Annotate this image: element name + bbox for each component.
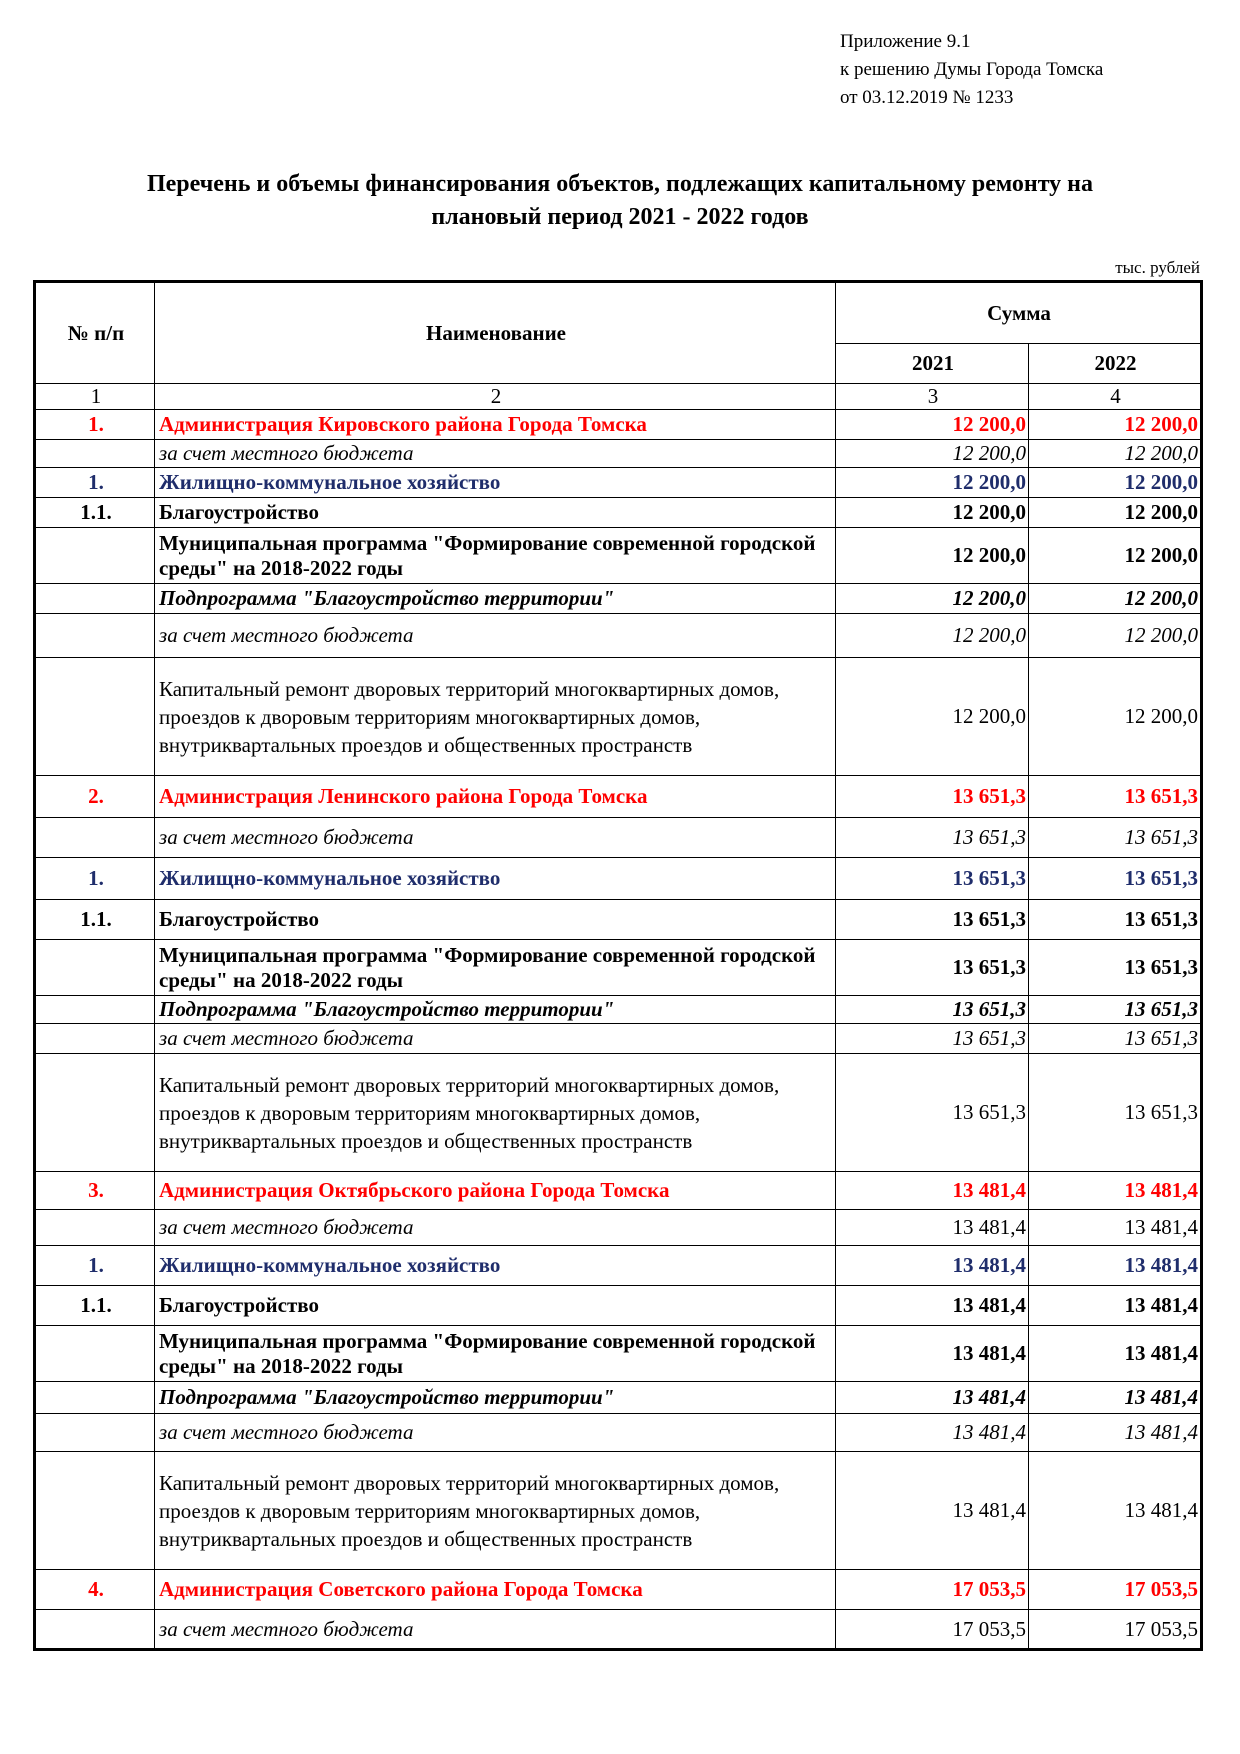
row-value-2021: 13 651,3 xyxy=(836,1024,1029,1054)
table-row xyxy=(35,468,1202,498)
financing-table xyxy=(33,280,1203,1651)
row-number xyxy=(35,658,155,776)
col-number-3: 3 xyxy=(836,384,1029,410)
row-value-2022: 13 651,3 xyxy=(1029,1024,1202,1054)
row-name: Администрация Ленинского района Города Томска xyxy=(155,776,836,818)
row-value-2022: 12 200,0 xyxy=(1029,528,1202,584)
row-number: 1.1. xyxy=(35,1286,155,1326)
row-name: Администрация Советского района Города Томска xyxy=(155,1570,836,1610)
row-number: 4. xyxy=(35,1570,155,1610)
row-value-2021: 12 200,0 xyxy=(836,584,1029,614)
row-number xyxy=(35,1326,155,1382)
row-name: за счет местного бюджета xyxy=(155,1610,836,1650)
row-value-2022: 12 200,0 xyxy=(1029,498,1202,528)
row-value-2022: 12 200,0 xyxy=(1029,410,1202,440)
row-value-2021: 12 200,0 xyxy=(836,528,1029,584)
column-number-row xyxy=(35,384,1202,410)
row-number xyxy=(35,1610,155,1650)
row-value-2022: 13 651,3 xyxy=(1029,858,1202,900)
row-number xyxy=(35,528,155,584)
row-value-2022: 12 200,0 xyxy=(1029,468,1202,498)
col-header-2022: 2022 xyxy=(1029,344,1202,384)
financing-table-body xyxy=(35,282,1202,1650)
row-name: Жилищно-коммунальное хозяйство xyxy=(155,468,836,498)
row-value-2022: 13 481,4 xyxy=(1029,1246,1202,1286)
table-row xyxy=(35,498,1202,528)
row-number xyxy=(35,584,155,614)
row-value-2022: 12 200,0 xyxy=(1029,658,1202,776)
appendix-line-1: Приложение 9.1 xyxy=(840,31,971,52)
row-name: Капитальный ремонт дворовых территорий многоквартирных домов, проездов к дворовым территориям многоквартирных домов, внутриквартальных проездов и общественных пространств xyxy=(155,658,836,776)
row-value-2022: 13 481,4 xyxy=(1029,1210,1202,1246)
row-name: Жилищно-коммунальное хозяйство xyxy=(155,1246,836,1286)
row-number xyxy=(35,1414,155,1452)
row-value-2021: 13 651,3 xyxy=(836,1054,1029,1172)
table-row xyxy=(35,614,1202,658)
row-name: за счет местного бюджета xyxy=(155,1414,836,1452)
col-header-sum: Сумма xyxy=(836,282,1202,344)
row-name: Капитальный ремонт дворовых территорий многоквартирных домов, проездов к дворовым территориям многоквартирных домов, внутриквартальных проездов и общественных пространств xyxy=(155,1452,836,1570)
row-number xyxy=(35,1054,155,1172)
row-number xyxy=(35,1452,155,1570)
row-value-2021: 12 200,0 xyxy=(836,614,1029,658)
row-name: Капитальный ремонт дворовых территорий многоквартирных домов, проездов к дворовым территориям многоквартирных домов, внутриквартальных проездов и общественных пространств xyxy=(155,1054,836,1172)
row-value-2021: 12 200,0 xyxy=(836,658,1029,776)
table-row xyxy=(35,1326,1202,1382)
row-number xyxy=(35,996,155,1024)
row-number xyxy=(35,818,155,858)
table-row xyxy=(35,440,1202,468)
document-title xyxy=(40,168,1200,234)
row-value-2022: 13 481,4 xyxy=(1029,1172,1202,1210)
row-value-2022: 17 053,5 xyxy=(1029,1610,1202,1650)
row-name: Администрация Кировского района Города Томска xyxy=(155,410,836,440)
row-number: 1. xyxy=(35,410,155,440)
row-name: Жилищно-коммунальное хозяйство xyxy=(155,858,836,900)
col-header-num: № п/п xyxy=(35,282,155,384)
row-value-2021: 17 053,5 xyxy=(836,1610,1029,1650)
row-value-2021: 13 651,3 xyxy=(836,858,1029,900)
table-row xyxy=(35,1382,1202,1414)
row-value-2021: 13 481,4 xyxy=(836,1246,1029,1286)
row-name: Подпрограмма "Благоустройство территории" xyxy=(155,1382,836,1414)
table-row xyxy=(35,1286,1202,1326)
row-name: за счет местного бюджета xyxy=(155,1024,836,1054)
row-name: Муниципальная программа "Формирование современной городской среды" на 2018-2022 годы xyxy=(155,940,836,996)
row-value-2021: 13 481,4 xyxy=(836,1382,1029,1414)
row-number: 2. xyxy=(35,776,155,818)
row-value-2022: 13 481,4 xyxy=(1029,1414,1202,1452)
row-number: 1. xyxy=(35,1246,155,1286)
title-line-1: Перечень и объемы финансирования объектов, подлежащих капитальному ремонту на xyxy=(146,171,1094,197)
row-value-2021: 12 200,0 xyxy=(836,468,1029,498)
row-value-2022: 13 481,4 xyxy=(1029,1286,1202,1326)
row-number xyxy=(35,1024,155,1054)
row-value-2022: 13 481,4 xyxy=(1029,1452,1202,1570)
table-row xyxy=(35,1414,1202,1452)
row-value-2022: 13 651,3 xyxy=(1029,1054,1202,1172)
row-number xyxy=(35,614,155,658)
row-name: за счет местного бюджета xyxy=(155,1210,836,1246)
row-value-2022: 12 200,0 xyxy=(1029,584,1202,614)
row-name: Муниципальная программа "Формирование современной городской среды" на 2018-2022 годы xyxy=(155,528,836,584)
row-name: Благоустройство xyxy=(155,498,836,528)
row-value-2022: 13 651,3 xyxy=(1029,940,1202,996)
row-value-2021: 12 200,0 xyxy=(836,440,1029,468)
row-value-2022: 12 200,0 xyxy=(1029,440,1202,468)
table-row xyxy=(35,410,1202,440)
table-row xyxy=(35,1610,1202,1650)
row-value-2021: 13 651,3 xyxy=(836,996,1029,1024)
table-row xyxy=(35,1570,1202,1610)
row-value-2022: 13 651,3 xyxy=(1029,818,1202,858)
row-number: 1.1. xyxy=(35,900,155,940)
row-value-2022: 13 651,3 xyxy=(1029,996,1202,1024)
table-row xyxy=(35,1024,1202,1054)
table-row xyxy=(35,1054,1202,1172)
table-row xyxy=(35,940,1202,996)
table-row xyxy=(35,776,1202,818)
row-value-2022: 13 481,4 xyxy=(1029,1326,1202,1382)
row-name: Благоустройство xyxy=(155,900,836,940)
row-name: за счет местного бюджета xyxy=(155,614,836,658)
row-value-2021: 12 200,0 xyxy=(836,498,1029,528)
row-number: 3. xyxy=(35,1172,155,1210)
table-row xyxy=(35,1172,1202,1210)
row-name: Муниципальная программа "Формирование современной городской среды" на 2018-2022 годы xyxy=(155,1326,836,1382)
units-label: тыс. рублей xyxy=(1115,258,1200,277)
row-value-2021: 13 481,4 xyxy=(836,1326,1029,1382)
table-row xyxy=(35,584,1202,614)
appendix-line-3: от 03.12.2019 № 1233 xyxy=(840,87,1014,108)
header-row-top xyxy=(35,282,1202,344)
row-value-2021: 13 481,4 xyxy=(836,1210,1029,1246)
table-row xyxy=(35,818,1202,858)
row-value-2022: 12 200,0 xyxy=(1029,614,1202,658)
appendix-reference xyxy=(840,28,1103,112)
row-value-2021: 17 053,5 xyxy=(836,1570,1029,1610)
row-value-2021: 13 481,4 xyxy=(836,1286,1029,1326)
col-header-2021: 2021 xyxy=(836,344,1029,384)
row-name: Благоустройство xyxy=(155,1286,836,1326)
row-number xyxy=(35,1210,155,1246)
appendix-line-2: к решению Думы Города Томска xyxy=(840,59,1104,80)
row-name: Подпрограмма "Благоустройство территории" xyxy=(155,996,836,1024)
row-number xyxy=(35,440,155,468)
col-header-name: Наименование xyxy=(155,282,836,384)
row-name: Подпрограмма "Благоустройство территории" xyxy=(155,584,836,614)
row-value-2021: 13 651,3 xyxy=(836,900,1029,940)
row-value-2022: 13 651,3 xyxy=(1029,900,1202,940)
row-value-2021: 13 481,4 xyxy=(836,1414,1029,1452)
row-name: за счет местного бюджета xyxy=(155,440,836,468)
row-number: 1. xyxy=(35,858,155,900)
title-line-2: плановый период 2021 - 2022 годов xyxy=(431,204,809,230)
row-number: 1.1. xyxy=(35,498,155,528)
row-number xyxy=(35,940,155,996)
table-row xyxy=(35,1246,1202,1286)
row-value-2021: 13 651,3 xyxy=(836,940,1029,996)
row-name: Администрация Октябрьского района Города Томска xyxy=(155,1172,836,1210)
col-number-1: 1 xyxy=(35,384,155,410)
row-value-2021: 13 651,3 xyxy=(836,818,1029,858)
table-row xyxy=(35,900,1202,940)
row-number xyxy=(35,1382,155,1414)
row-value-2021: 13 651,3 xyxy=(836,776,1029,818)
row-name: за счет местного бюджета xyxy=(155,818,836,858)
row-value-2022: 17 053,5 xyxy=(1029,1570,1202,1610)
row-number: 1. xyxy=(35,468,155,498)
table-row xyxy=(35,1452,1202,1570)
table-row xyxy=(35,658,1202,776)
table-row xyxy=(35,996,1202,1024)
row-value-2021: 13 481,4 xyxy=(836,1172,1029,1210)
row-value-2021: 12 200,0 xyxy=(836,410,1029,440)
row-value-2021: 13 481,4 xyxy=(836,1452,1029,1570)
row-value-2022: 13 651,3 xyxy=(1029,776,1202,818)
col-number-4: 4 xyxy=(1029,384,1202,410)
col-number-2: 2 xyxy=(155,384,836,410)
table-row xyxy=(35,528,1202,584)
table-row xyxy=(35,858,1202,900)
row-value-2022: 13 481,4 xyxy=(1029,1382,1202,1414)
table-row xyxy=(35,1210,1202,1246)
